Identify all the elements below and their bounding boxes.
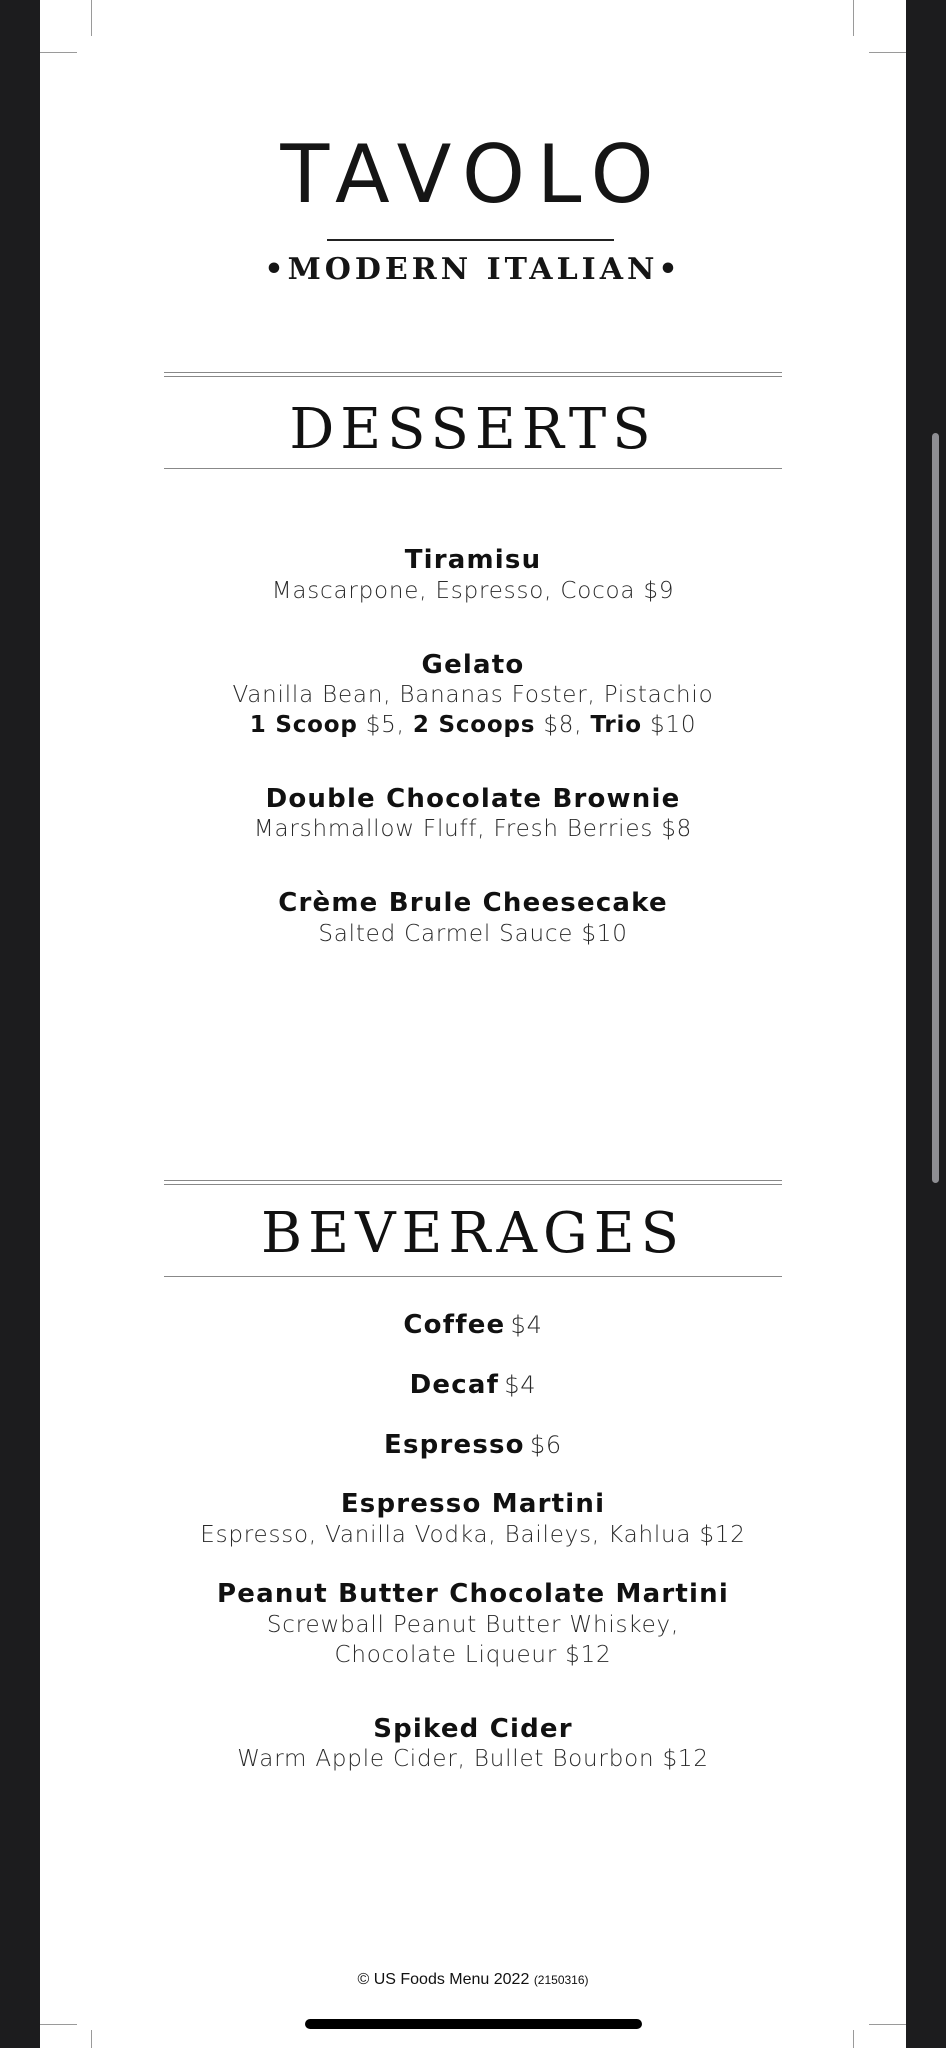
crop-mark (853, 2030, 854, 2048)
copyright-footer (40, 1972, 906, 1988)
menu-item-description: Salted Carmel Sauce $10 (318, 921, 628, 947)
menu-item-row (40, 1312, 906, 1338)
crop-mark (40, 2024, 77, 2025)
crop-mark (91, 2030, 92, 2048)
crop-mark (869, 52, 906, 53)
menu-item-description: Marshmallow Fluff, Fresh Berries $8 (253, 816, 693, 842)
menu-item-description: Warm Apple Cider, Bullet Bourbon $12 (237, 1746, 709, 1772)
menu-item-name: Decaf (409, 1370, 500, 1400)
option-price: $8, (543, 712, 583, 738)
copyright-text: © US Foods Menu 2022 (357, 1971, 530, 1988)
menu-item-name: Gelato (421, 650, 525, 680)
menu-item-price: $4 (510, 1311, 543, 1339)
menu-item-name: Double Chocolate Brownie (265, 784, 681, 814)
section-rule-top (164, 1180, 782, 1185)
menu-item-description: Screwball Peanut Butter Whiskey, (266, 1612, 680, 1638)
menu-item-description: Vanilla Bean, Bananas Foster, Pistachio (232, 682, 714, 708)
menu-item-name: Tiramisu (404, 545, 542, 575)
home-indicator[interactable] (305, 2019, 642, 2029)
option-label: Trio (590, 712, 642, 738)
menu-item-row (40, 1372, 906, 1398)
option-label: 1 Scoop (249, 712, 358, 738)
option-price: $5, (365, 712, 405, 738)
menu-page (40, 0, 906, 2048)
option-label: 2 Scoops (412, 712, 536, 738)
menu-item-description: Mascarpone, Espresso, Cocoa $9 (271, 578, 675, 604)
crop-mark (853, 0, 854, 36)
option-price: $10 (649, 712, 697, 738)
menu-item-row (40, 1432, 906, 1458)
restaurant-tagline: •MODERN ITALIAN• (264, 252, 682, 287)
menu-item-price: $4 (504, 1371, 537, 1399)
menu-item-price: $6 (529, 1431, 562, 1459)
beverages-heading: BEVERAGES (261, 1201, 685, 1266)
crop-mark (40, 52, 77, 53)
menu-item-name: Espresso Martini (340, 1489, 606, 1519)
menu-item-name: Espresso (384, 1430, 525, 1460)
menu-item-name: Peanut Butter Chocolate Martini (217, 1579, 729, 1609)
restaurant-logo-name: TAVOLO (280, 128, 666, 221)
gelato-options (40, 714, 906, 737)
menu-item-description: Chocolate Liqueur $12 (334, 1642, 612, 1668)
section-rule-top (164, 372, 782, 377)
section-rule-bottom (164, 1276, 782, 1277)
vertical-scrollbar[interactable] (932, 433, 939, 1183)
menu-code: (2150316) (533, 1973, 589, 1987)
crop-mark (869, 2024, 906, 2025)
menu-item-name: Coffee (403, 1310, 506, 1340)
menu-item-name: Crème Brule Cheesecake (278, 888, 668, 918)
crop-mark (91, 0, 92, 36)
section-rule-bottom (164, 468, 782, 469)
logo-divider (327, 239, 614, 241)
menu-item-name: Spiked Cider (373, 1714, 573, 1744)
desserts-heading: DESSERTS (289, 397, 657, 462)
menu-item-description: Espresso, Vanilla Vodka, Baileys, Kahlua $12 (200, 1522, 746, 1548)
